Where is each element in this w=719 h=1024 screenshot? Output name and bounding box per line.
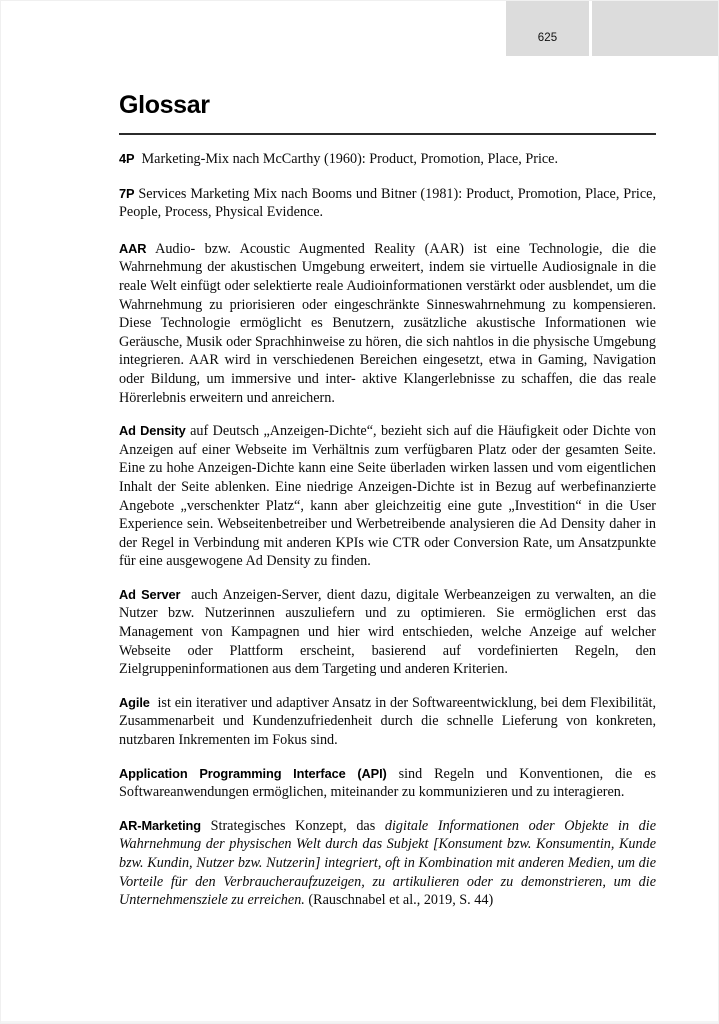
glossary-term: AR-Marketing — [119, 817, 201, 833]
glossary-term: Application Programming Interface (API) — [119, 765, 387, 781]
glossary-entry-list — [119, 150, 656, 910]
glossary-definition-citation: (Rauschnabel et al., 2019, S. 44) — [304, 892, 494, 909]
glossary-term: Ad Density — [119, 423, 186, 439]
glossary-term: 4P — [119, 151, 135, 166]
glossary-definition: auch Anzeigen-Server, dient dazu, digitale Werbeanzeigen zu verwalten, an die Nutzer bzw. Nutzerinnen auszuliefern und zu optimieren. Sie ermöglichen erst das Management von Kampagnen und hier wird entschieden, welche Anzeige auf welcher Webseite oder Plattform erscheint, basierend auf vordefinierten Regeln, den Zielgruppeninformationen aus dem Targeting und anderen Kriterien. — [119, 586, 657, 678]
glossary-definition: Audio- bzw. Acoustic Augmented Reality (AAR) ist eine Technologie, die die Wahrnehmung der akustischen Umgebung erweitert, indem sie virtuelle Audiosignale in die reale Welt einfügt oder selektierte reale Audioinformationen verstärkt oder ausblendet, um die Wahrnehmung zu priorisieren oder eingeschränkte Sinneswahrnehmung zu kompensieren. Diese Technologie ermöglicht es Benutzern, zusätzliche akustische Informationen wie Geräusche, Musik oder Sprachhinweise zu hören, die sich nahtlos in die physische Umgebung integrieren. AAR wird in verschiedenen Bereichen eingesetzt, etwa in Gaming, Navigation oder Bildung, um immersive und inter- aktive Klangerlebnisse zu schaffen, die das reale Hörerlebnis erweitern und anreichern. — [119, 240, 656, 406]
glossary-entry-ar-marketing — [119, 817, 656, 910]
glossary-entry-aar — [119, 240, 656, 407]
page-bottom-edge — [1, 1021, 719, 1023]
glossary-definition-space — [201, 818, 211, 834]
glossary-definition-space — [134, 151, 141, 167]
glossary-entry-4p — [119, 150, 656, 169]
content-column — [119, 1, 656, 910]
glossary-definition: ist ein iterativer und adaptiver Ansatz in der Softwareentwicklung, bei dem Flexibilität, Zusammenarbeit und Kundenzufriedenheit durch die schnelle Lieferung von konkreten, nutzbaren Inkrementen im Fokus sind. — [119, 694, 656, 749]
glossary-term: AAR — [119, 240, 147, 256]
glossary-entry-7p — [119, 185, 656, 222]
title-divider — [119, 133, 656, 135]
glossary-term: Ad Server — [119, 586, 181, 602]
glossary-definition-space — [387, 766, 399, 782]
glossary-entry-agile — [119, 694, 656, 750]
glossary-definition: auf Deutsch „Anzeigen-Dichte“, bezieht sich auf die Häufigkeit oder Dichte von Anzeigen auf einer Webseite im Verhältnis zum verfügbaren Platz oder der gesamten Seite. Eine zu hohe Anzeigen-Dichte kann eine Seite überladen wirken lassen und vom eigentlichen Inhalt der Seite ablenken. Eine niedrige Anzeigen-Dichte ist in Bezug auf werbefinanzierte Angebote „verschenkter Platz“, kann aber gleichzeitig eine gute „Investition“ in die User Experience sein. Webseitenbetreiber und Werbetreibende analysieren die Ad Density daher in der Regel in Verbindung mit anderen KPIs wie CTR oder Conversion Rate, um Ansatzpunkte für eine ausgewogene Ad Density zu finden. — [119, 423, 656, 570]
glossary-definition: Services Marketing Mix nach Booms und Bitner (1981): Product, Promotion, Place, Price, People, Process, Physical Evidence. — [119, 185, 657, 221]
glossary-definition: sind Regeln und Konventionen, die es Softwareanwendungen ermöglichen, miteinander zu kommunizieren und zu interagieren. — [119, 765, 657, 801]
glossary-definition-space — [180, 587, 191, 603]
glossary-term: 7P — [119, 185, 135, 201]
glossary-term: Agile — [119, 694, 150, 710]
glossary-definition-space — [146, 241, 155, 257]
page-title: Glossar — [119, 91, 210, 119]
glossary-entry-ad-server — [119, 586, 656, 679]
glossary-entry-ad-density — [119, 422, 656, 571]
page-number: 625 — [537, 32, 558, 44]
glossary-definition-lead: Strategisches Konzept, das — [210, 817, 385, 834]
glossary-entry-api — [119, 765, 656, 802]
glossary-definition-quote: digitale Informationen oder Objekte in die Wahrnehmung der physischen Welt durch das Subjekt [Konsument bzw. Konsumentin, Kunde bzw. Kundin, Nutzer bzw. Nutzerin] integriert, oft in Kombination mit anderen Medien, um die Vorteile für den Verbraucheraufzuzeigen, zu artikulieren oder zu demonstrieren, um die Unternehmensziele zu erreichen. — [119, 817, 656, 909]
glossary-definition: Marketing-Mix nach McCarthy (1960): Product, Promotion, Place, Price. — [141, 151, 559, 167]
